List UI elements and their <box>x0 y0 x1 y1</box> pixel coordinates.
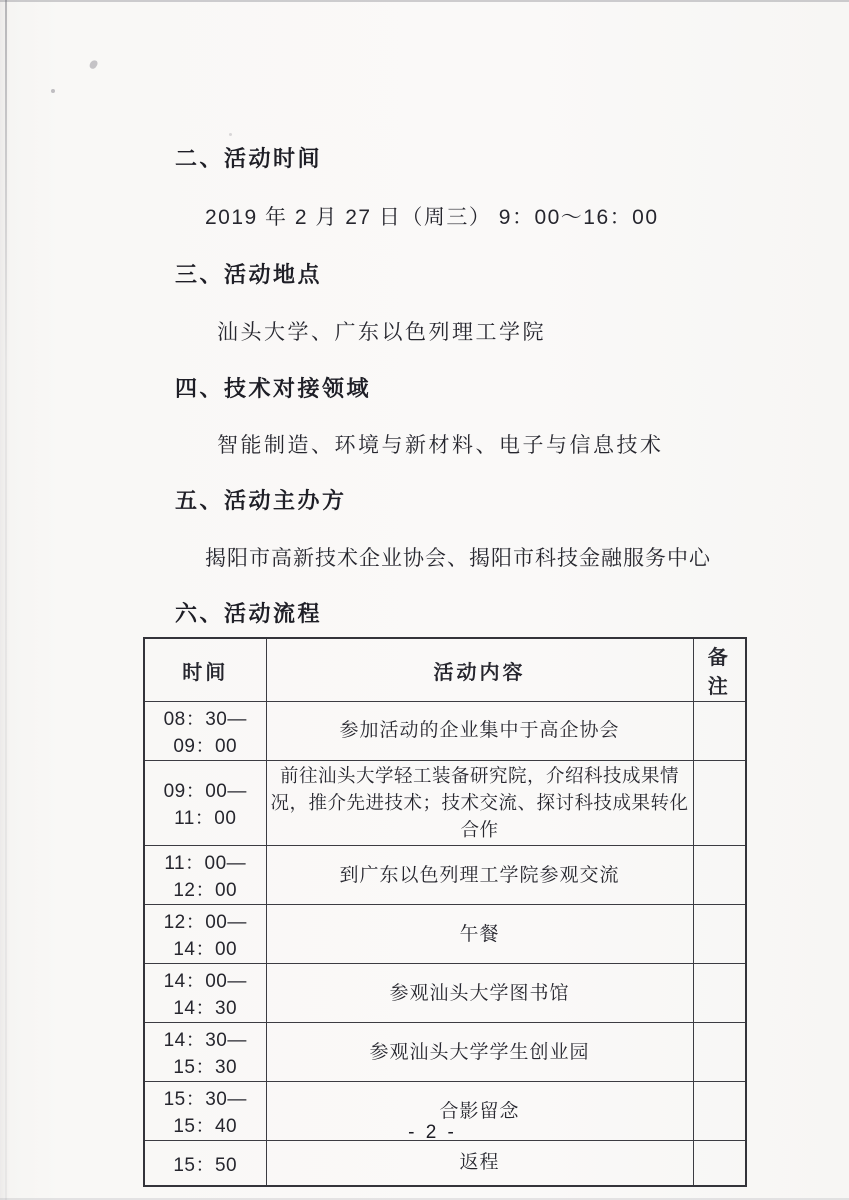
table-row <box>144 964 746 1023</box>
cell-content: 参加活动的企业集中于高企协会 <box>266 702 693 761</box>
section-body-tech-fields: 智能制造、环境与新材料、电子与信息技术 <box>217 434 664 457</box>
cell-note <box>693 964 746 1023</box>
cell-time: 15：30—15：40 <box>144 1082 266 1141</box>
cell-note <box>693 761 746 846</box>
cell-note <box>693 1141 746 1186</box>
cell-content: 返程 <box>266 1141 693 1186</box>
section-body-activity-place: 汕头大学、广东以色列理工学院 <box>217 321 546 344</box>
cell-note <box>693 1023 746 1082</box>
section-heading-tech-fields: 四、技术对接领域 <box>175 376 372 401</box>
cell-content: 合影留念 <box>266 1082 693 1141</box>
cell-content: 前往汕头大学轻工装备研究院，介绍科技成果情况，推介先进技术；技术交流、探讨科技成果转化合作 <box>266 761 693 846</box>
cell-content: 参观汕头大学学生创业园 <box>266 1023 693 1082</box>
section-heading-agenda: 六、活动流程 <box>175 601 323 626</box>
header-note: 备注 <box>693 638 746 702</box>
table-header-row <box>144 638 746 702</box>
cell-content: 到广东以色列理工学院参观交流 <box>266 846 693 905</box>
table-row <box>144 846 746 905</box>
cell-note <box>693 905 746 964</box>
scan-speck <box>51 89 55 93</box>
header-time: 时间 <box>144 638 266 702</box>
section-heading-activity-place: 三、活动地点 <box>175 262 323 287</box>
section-body-activity-time: 2019 年 2 月 27 日（周三） 9：00～16：00 <box>205 206 659 229</box>
cell-note <box>693 702 746 761</box>
cell-time: 08：30—09：00 <box>144 702 266 761</box>
cell-time: 14：30—15：30 <box>144 1023 266 1082</box>
section-heading-organizers: 五、活动主办方 <box>175 488 347 513</box>
page-number: - 2 - <box>408 1122 457 1143</box>
cell-time: 09：00—11：00 <box>144 761 266 846</box>
table-row <box>144 702 746 761</box>
scan-speck <box>229 133 232 136</box>
cell-content: 午餐 <box>266 905 693 964</box>
scan-edge-left <box>5 0 7 1200</box>
table-row <box>144 1023 746 1082</box>
cell-note <box>693 846 746 905</box>
scan-speck <box>88 59 98 70</box>
scan-edge-top <box>0 0 849 2</box>
table-row <box>144 761 746 846</box>
cell-time: 11：00—12：00 <box>144 846 266 905</box>
cell-time: 12：00—14：00 <box>144 905 266 964</box>
section-body-organizers: 揭阳市高新技术企业协会、揭阳市科技金融服务中心 <box>205 547 711 570</box>
cell-content: 参观汕头大学图书馆 <box>266 964 693 1023</box>
table-row <box>144 1141 746 1186</box>
schedule-table <box>143 637 747 1187</box>
header-content: 活动内容 <box>266 638 693 702</box>
cell-time: 15：50 <box>144 1141 266 1186</box>
cell-time: 14：00—14：30 <box>144 964 266 1023</box>
table-row <box>144 905 746 964</box>
section-heading-activity-time: 二、活动时间 <box>175 146 323 171</box>
